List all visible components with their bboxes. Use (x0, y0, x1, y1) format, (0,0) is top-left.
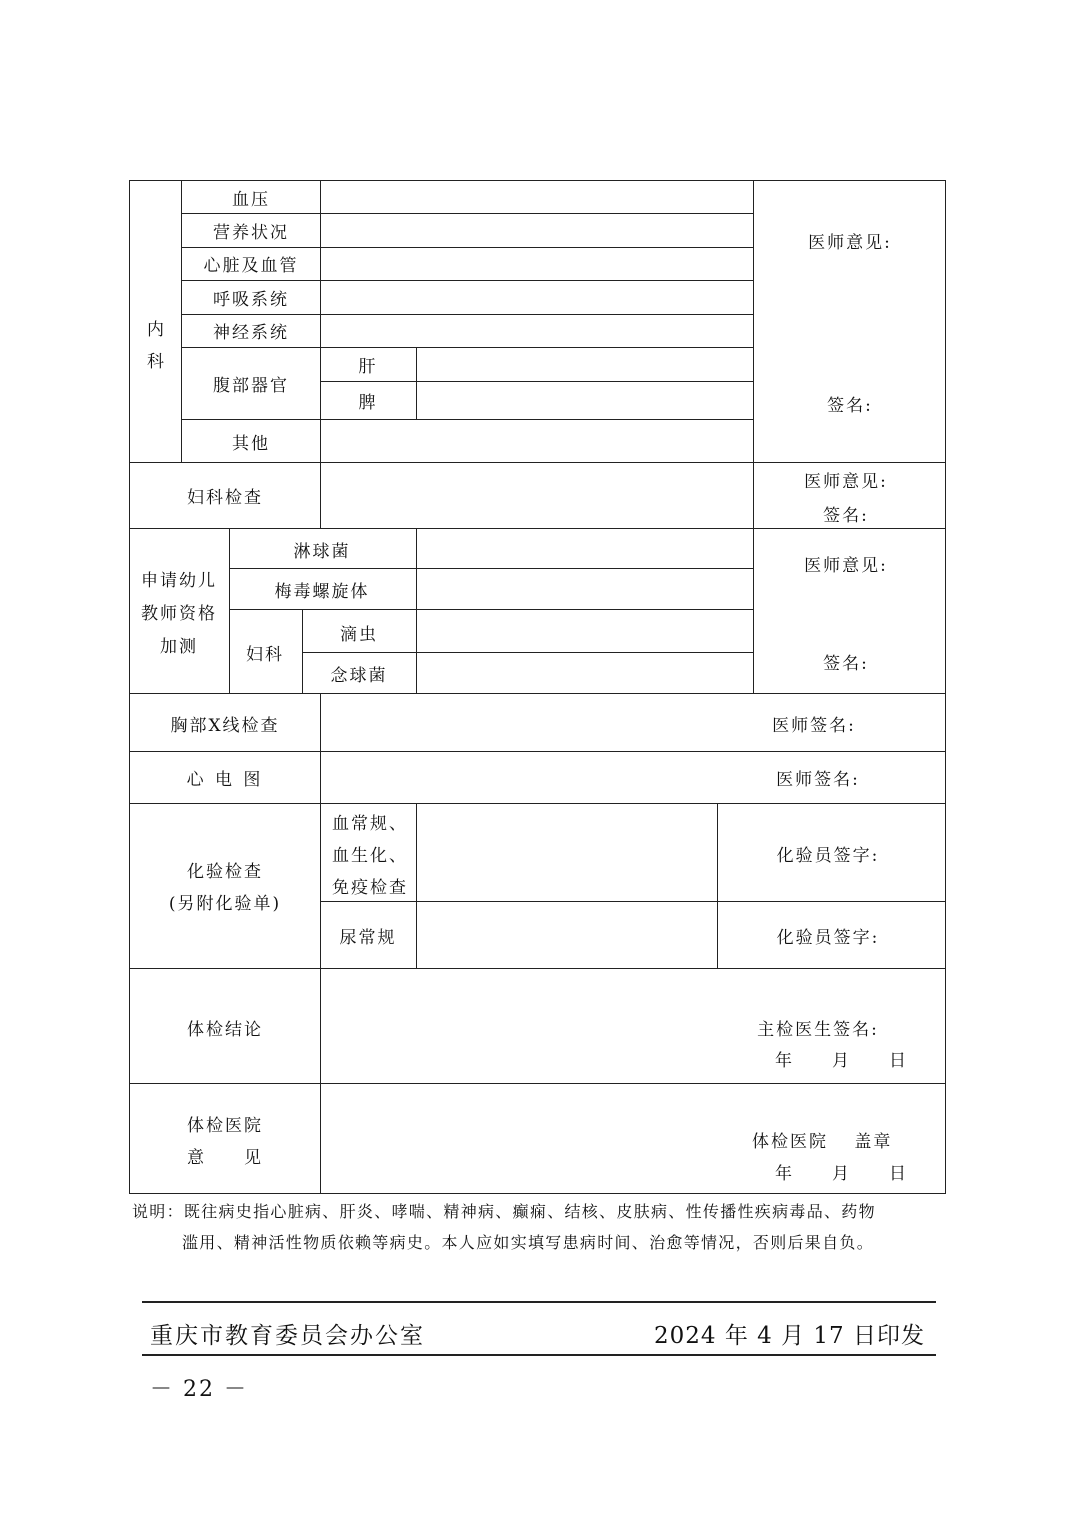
lab-sign-1: 化验员签字: (776, 846, 880, 866)
lab-blood-2: 血生化、 (332, 846, 408, 866)
hospital-label-1: 体检医院 (187, 1116, 263, 1136)
row-abdomen: 腹部器官 (213, 376, 289, 396)
ecg-sign: 医师签名: (776, 770, 860, 790)
extra-label-1: 申请幼儿 (141, 571, 217, 591)
xray-label: 胸部X线检查 (170, 716, 280, 736)
internal-medicine-label: 内科 (147, 320, 166, 372)
conclusion-label: 体检结论 (187, 1020, 263, 1040)
row-other: 其他 (232, 434, 270, 454)
extra-sign: 签名: (823, 654, 869, 674)
lab-sub: (另附化验单) (168, 894, 282, 914)
row-blood-pressure: 血压 (232, 190, 270, 210)
row-nutrition: 营养状况 (213, 223, 289, 243)
hospital-date: 年 月 日 (775, 1164, 908, 1184)
gyn-sign: 签名: (823, 506, 869, 526)
lab-blood-3: 免疫检查 (332, 878, 408, 898)
row-respiratory: 呼吸系统 (213, 290, 289, 310)
internal-sign: 签名: (827, 396, 873, 416)
footer-top-rule (142, 1301, 936, 1303)
hospital-label-2: 意 见 (187, 1148, 263, 1168)
row-candida: 念球菌 (330, 666, 388, 686)
footer-office: 重庆市教育委员会办公室 (150, 1323, 425, 1349)
row-syphilis: 梅毒螺旋体 (274, 582, 370, 602)
hospital-stamp: 体检医院 盖章 (752, 1132, 893, 1152)
xray-sign: 医师签名: (772, 716, 856, 736)
page-number: － 22 － (150, 1377, 248, 1402)
extra-label-2: 教师资格 (141, 604, 217, 624)
note-line-2: 滥用、精神活性物质依赖等病史。本人应如实填写患病时间、治愈等情况，否则后果自负。 (182, 1233, 875, 1252)
row-liver: 肝 (358, 357, 378, 377)
conclusion-date: 年 月 日 (775, 1051, 908, 1071)
row-cardiovascular: 心脏及血管 (203, 256, 299, 276)
row-spleen: 脾 (358, 393, 378, 413)
row-extra-gyn: 妇科 (246, 645, 284, 665)
lab-label: 化验检查 (187, 862, 263, 882)
extra-label-3: 加测 (160, 637, 198, 657)
footer-date: 2024 年 4 月 17 日印发 (654, 1323, 925, 1349)
note-line-1: 说明：既往病史指心脏病、肝炎、哮喘、精神病、癫痫、结核、皮肤病、性传播性疾病毒品、药物 (132, 1202, 876, 1221)
lab-urine: 尿常规 (339, 928, 397, 948)
extra-opinion: 医师意见: (804, 556, 888, 576)
gyn-label: 妇科检查 (187, 488, 263, 508)
footer-bottom-rule (142, 1354, 936, 1356)
row-gonorrhea: 淋球菌 (293, 542, 351, 562)
row-trichomonas: 滴虫 (340, 625, 378, 645)
internal-opinion: 医师意见: (808, 233, 892, 253)
ecg-label: 心 电 图 (186, 770, 264, 790)
lab-blood-1: 血常规、 (332, 814, 408, 834)
gyn-opinion: 医师意见: (804, 472, 888, 492)
conclusion-sign: 主检医生签名: (757, 1020, 879, 1040)
row-nervous: 神经系统 (213, 323, 289, 343)
lab-sign-2: 化验员签字: (776, 928, 880, 948)
